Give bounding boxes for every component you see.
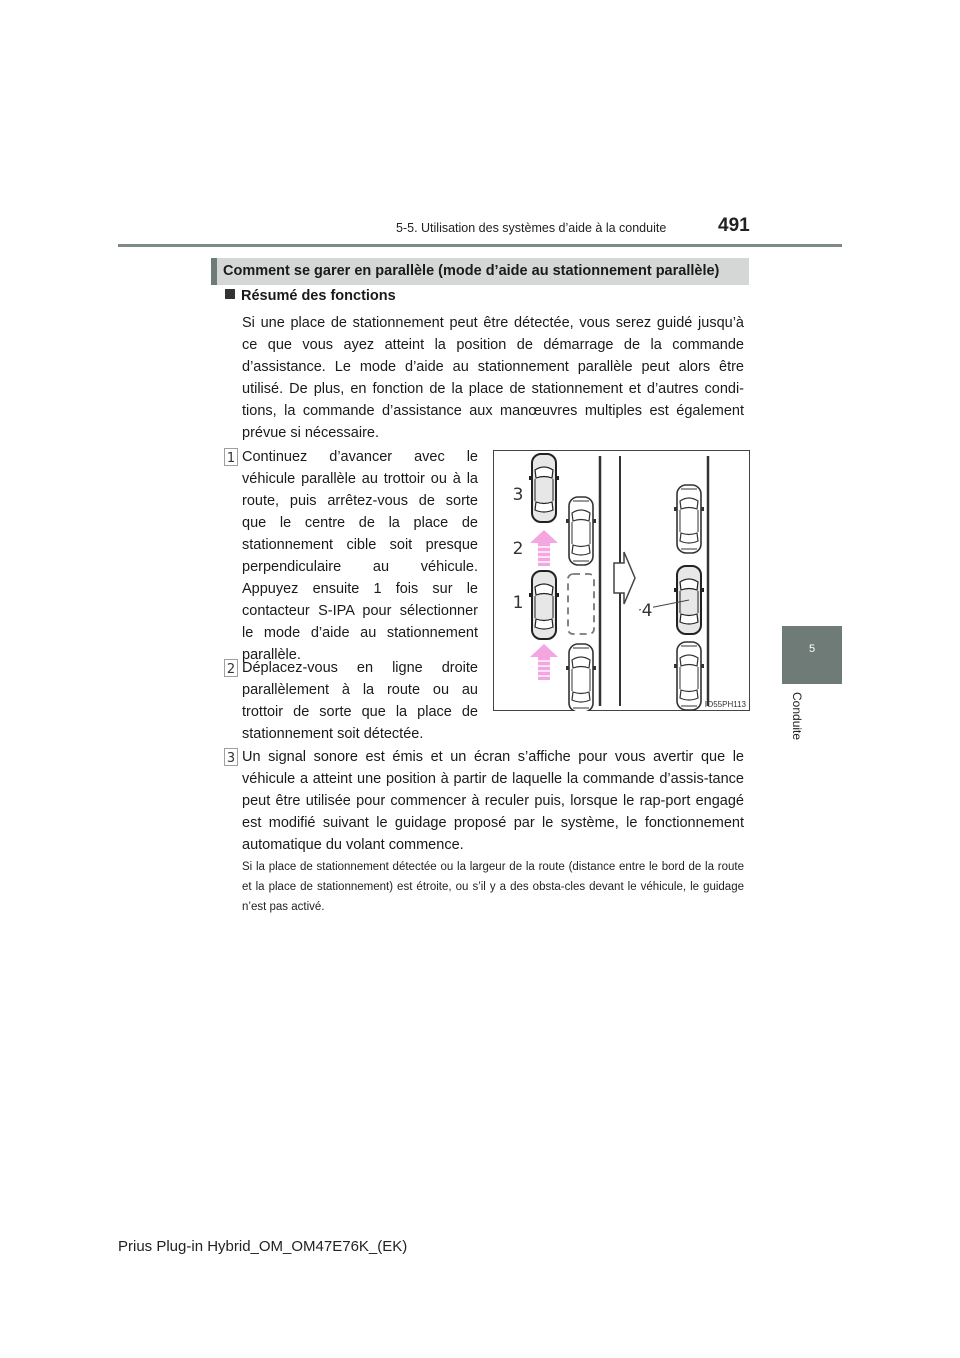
header-section: 5-5. Utilisation des systèmes d’aide à la conduite	[396, 221, 667, 235]
chapter-label: Conduite	[790, 692, 804, 741]
section-title: Comment se garer en parallèle (mode d’aide au stationnement parallèle)	[211, 258, 749, 285]
step-3-text: Un signal sonore est émis et un écran s’affiche pour vous avertir que le véhicule a atteint une position à partir de laquelle la commande d’assis-tance peut être utilisée pour commencer à reculer puis, lorsque le rap-port engagé est modifié suivant le guidage proposé par le système, le fonctionnement automatique du volant commence.	[242, 749, 744, 853]
subheading-text: Résumé des fonctions	[241, 288, 396, 304]
svg-text:2: 2	[226, 662, 236, 677]
intro-paragraph: Si une place de stationnement peut être détectée, vous serez guidé jusqu’à ce que vous ayez atteint la position de démarrage de la commande d’assistance. Le mode d’aide au stationnement parallèle peut alors être utilisé. De plus, en fonction de la place de stationnement et d’autres condi-tions, la commande d’assistance aux manœuvres multiples est également prévue si nécessaire.	[242, 315, 744, 441]
svg-text:4: 4	[641, 601, 653, 621]
subheading	[225, 288, 396, 304]
svg-text:2: 2	[512, 539, 524, 559]
parked-car	[566, 644, 596, 711]
step-2-text: Déplacez-vous en ligne droite parallèlement à la route ou au trottoir de sorte que la place de stationnement soit détectée.	[242, 660, 478, 742]
step-1-icon	[224, 448, 238, 466]
svg-text:3: 3	[512, 485, 524, 505]
step-3-icon	[224, 748, 238, 766]
step-number-3	[224, 748, 238, 766]
square-bullet-icon	[225, 289, 235, 299]
svg-text:3: 3	[226, 751, 236, 766]
parked-car	[674, 642, 704, 710]
callout-2	[512, 539, 524, 559]
step-2-icon	[224, 659, 238, 677]
chapter-tab	[782, 626, 842, 684]
callout-3	[512, 485, 524, 505]
chapter-number: 5	[808, 643, 816, 655]
svg-text:1: 1	[512, 593, 524, 613]
vehicle-position-3	[529, 454, 559, 522]
parked-car	[674, 485, 704, 553]
step-1-text: Continuez d’avancer avec le véhicule parallèle au trottoir ou à la route, puis arrêtez-vous de sorte que le centre de la place de stationnement cible soit presque perpendiculaire au véhicule. Appuyez ensuite 1 fois sur le contacteur S-IPA pour sélectionner le mode d’aide au stationnement parallèle.	[242, 449, 478, 663]
header-rule	[118, 244, 842, 247]
footer-model: Prius Plug-in Hybrid_OM_OM47E76K_(EK)	[118, 1238, 408, 1255]
parking-diagram	[493, 450, 750, 711]
callout-1	[512, 593, 524, 613]
parked-car	[566, 497, 596, 565]
step-number-2	[224, 659, 238, 677]
note-paragraph: Si la place de stationnement détectée ou la largeur de la route (distance entre le bord de la route et la place de stationnement) est étroite, ou s’il y a des obsta-cles devant le véhicule, le guidage n’est pas activé.	[242, 861, 744, 913]
diagram-code: IO55PH113	[704, 700, 746, 709]
vehicle-position-1	[529, 571, 559, 639]
step-number-1	[224, 448, 238, 466]
svg-text:1: 1	[226, 451, 236, 466]
callout-4	[641, 601, 653, 621]
page-number: 491	[718, 215, 750, 236]
